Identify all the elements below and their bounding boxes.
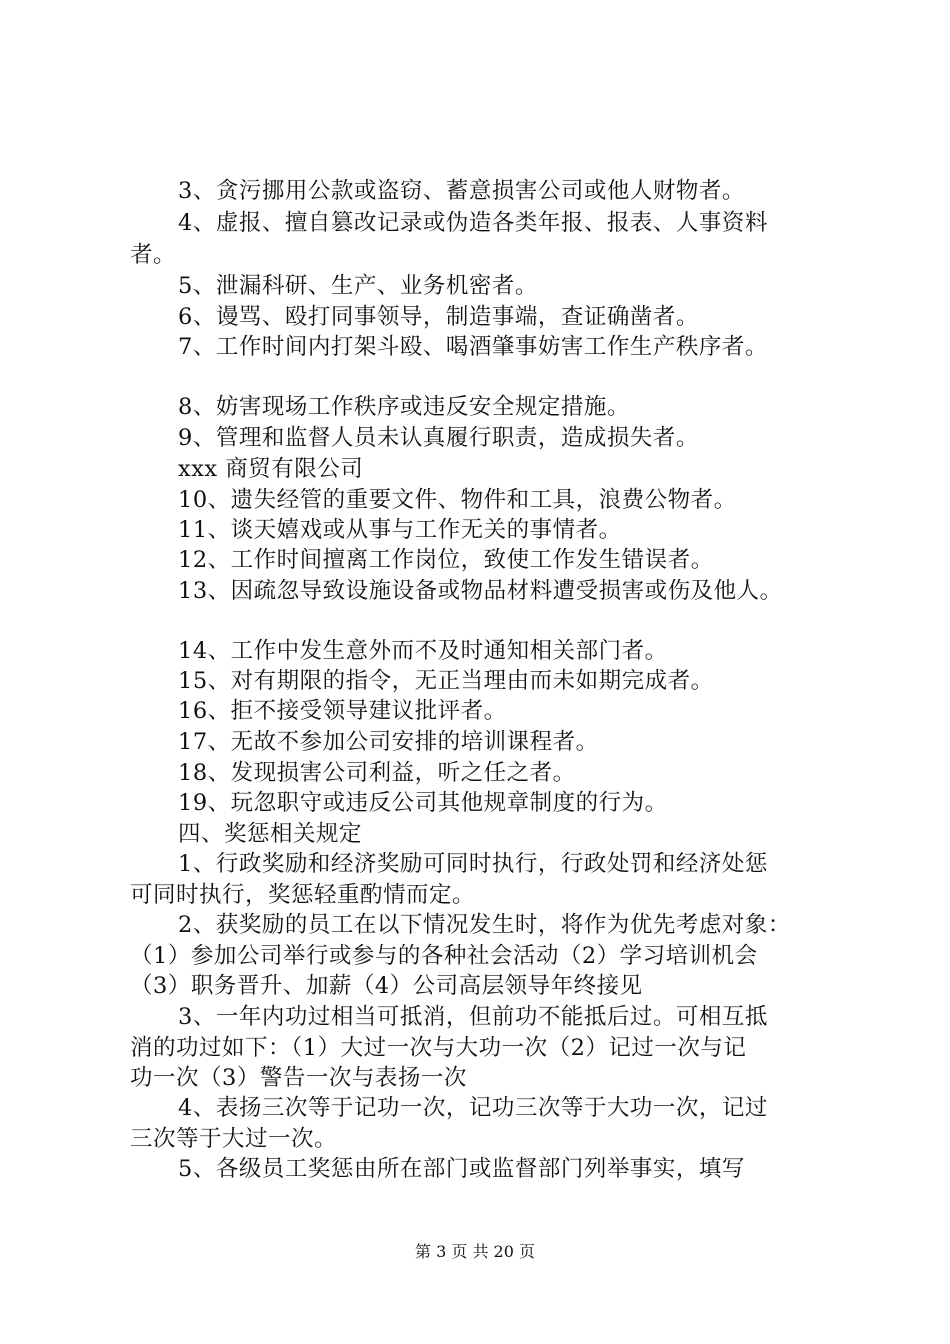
paragraph-line: 2、获奖励的员工在以下情况发生时，将作为优先考虑对象： bbox=[178, 912, 791, 938]
paragraph-line: （1）参加公司举行或参与的各种社会活动（2）学习培训机会 bbox=[130, 943, 758, 969]
paragraph-line: 6、谩骂、殴打同事领导，制造事端，查证确凿者。 bbox=[178, 304, 699, 330]
paragraph-line: 17、无故不参加公司安排的培训课程者。 bbox=[178, 729, 599, 755]
company-name-line: xxx 商贸有限公司 bbox=[178, 456, 364, 482]
paragraph-line: 7、工作时间内打架斗殴、喝酒肇事妨害工作生产秩序者。 bbox=[178, 334, 768, 360]
paragraph-line: 3、一年内功过相当可抵消，但前功不能抵后过。可相互抵 bbox=[178, 1004, 768, 1030]
paragraph-line: （3）职务晋升、加薪（4）公司高层领导年终接见 bbox=[130, 973, 643, 999]
paragraph-line: 3、贪污挪用公款或盗窃、蓄意损害公司或他人财物者。 bbox=[178, 178, 745, 204]
paragraph-line: 者。 bbox=[130, 242, 177, 268]
paragraph-line: 16、拒不接受领导建议批评者。 bbox=[178, 698, 507, 724]
paragraph-line: 4、虚报、擅自篡改记录或伪造各类年报、报表、人事资料 bbox=[178, 210, 768, 236]
paragraph-line: 18、发现损害公司利益，听之任之者。 bbox=[178, 760, 576, 786]
paragraph-line: 消的功过如下：（1）大过一次与大功一次（2）记过一次与记 bbox=[130, 1035, 747, 1061]
paragraph-line: 12、工作时间擅离工作岗位，致使工作发生错误者。 bbox=[178, 547, 714, 573]
paragraph-line: 功一次（3）警告一次与表扬一次 bbox=[130, 1065, 467, 1091]
paragraph-line: 1、行政奖励和经济奖励可同时执行，行政处罚和经济处惩 bbox=[178, 851, 768, 877]
paragraph-line: 11、谈天嬉戏或从事与工作无关的事情者。 bbox=[178, 517, 622, 543]
paragraph-line: 15、对有期限的指令，无正当理由而未如期完成者。 bbox=[178, 668, 714, 694]
paragraph-line: 13、因疏忽导致设施设备或物品材料遭受损害或伤及他人。 bbox=[178, 578, 783, 604]
paragraph-line: 10、遗失经管的重要文件、物件和工具，浪费公物者。 bbox=[178, 487, 737, 513]
paragraph-line: 5、泄漏科研、生产、业务机密者。 bbox=[178, 273, 538, 299]
section-heading: 四、奖惩相关规定 bbox=[178, 821, 363, 847]
paragraph-line: 可同时执行，奖惩轻重酌情而定。 bbox=[130, 882, 476, 908]
paragraph-line: 三次等于大过一次。 bbox=[130, 1126, 338, 1152]
paragraph-line: 8、妨害现场工作秩序或违反安全规定措施。 bbox=[178, 394, 630, 420]
paragraph-line: 4、表扬三次等于记功一次，记功三次等于大功一次，记过 bbox=[178, 1095, 768, 1121]
paragraph-line: 5、各级员工奖惩由所在部门或监督部门列举事实，填写 bbox=[178, 1156, 745, 1182]
page-number-footer: 第 3 页 共 20 页 bbox=[415, 1242, 535, 1261]
paragraph-line: 19、玩忽职守或违反公司其他规章制度的行为。 bbox=[178, 790, 668, 816]
paragraph-line: 14、工作中发生意外而不及时通知相关部门者。 bbox=[178, 638, 668, 664]
paragraph-line: 9、管理和监督人员未认真履行职责，造成损失者。 bbox=[178, 425, 699, 451]
